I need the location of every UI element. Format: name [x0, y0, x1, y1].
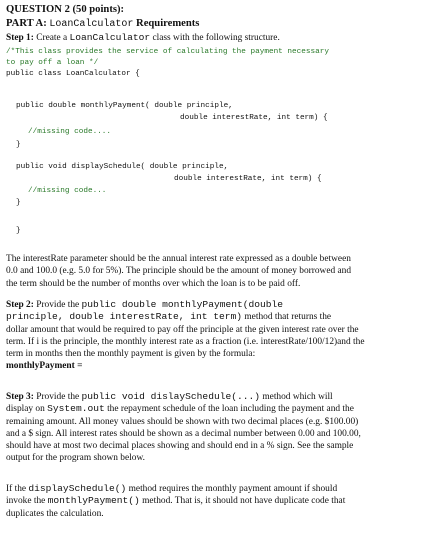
step3-paragraph: [6, 391, 438, 465]
interest-paragraph: [6, 253, 438, 290]
step3-text-1: Provide the: [33, 392, 82, 402]
step2-line-3: dollar amount that would be required to pay off the principle at the given interest rate over the: [6, 324, 359, 335]
code-method2-line1: public void displaySchedule( double principle,: [16, 163, 229, 171]
step2-line-4: term. If i is the principle, the monthly interest rate as a fraction (i.e. interestRate/100/12)and the: [6, 336, 365, 347]
interest-paragraph-line: the term should be the number of months over which the loan is to be paid off.: [6, 278, 301, 289]
code-method1-line2: double interestRate, int term) {: [180, 114, 328, 122]
step3-text-2: display on: [6, 404, 48, 415]
interest-paragraph-line: The interestRate parameter should be the annual interest rate expressed as a double between: [6, 254, 351, 264]
step3-line-4: and a $ sign. All interest rates should be shown as a decimal number between 0.00 and 100.00,: [6, 428, 361, 439]
part-code: LoanCalculator: [49, 19, 134, 30]
step2-text-1: Provide the: [33, 300, 82, 310]
step2-text-2: method that returns the: [242, 312, 332, 323]
interest-paragraph-line: 0.0 and 100.0 (e.g. 5.0 for 5%). The principle should be the amount of money borrowed and: [6, 266, 352, 277]
formula-label: monthlyPayment =: [6, 361, 83, 372]
invoke-line-1: [6, 483, 438, 495]
step3-tail-1: method which will: [260, 392, 333, 402]
part-suffix: Requirements: [133, 18, 200, 29]
step2-line-2: [6, 311, 438, 323]
code-close-3: }: [16, 227, 21, 235]
step3-line-2: [6, 403, 438, 415]
step2-code-1: public double monthlyPayment(double: [81, 299, 284, 310]
invoke-code-2: monthlyPayment(): [47, 495, 140, 507]
code-class-decl: public class LoanCalculator {: [6, 70, 140, 78]
step3-label: Step 3:: [6, 392, 34, 402]
step3-line-5: should have at most two decimal places showing and should end in a % sign. See the sample: [6, 441, 354, 452]
part-heading: [6, 18, 199, 30]
step1-label: Step 1:: [6, 33, 34, 43]
step2-code-2: principle, double interestRate, int term): [6, 311, 243, 323]
code-method1-line1: public double monthlyPayment( double principle,: [16, 102, 233, 110]
code-comment-2: to pay off a loan */: [6, 59, 99, 67]
step3-code-2: System.out: [47, 403, 105, 415]
code-missing-1: //missing code....: [28, 128, 112, 136]
step3-tail-2: the repayment schedule of the loan including the payment and the: [104, 404, 354, 415]
invoke-text-1: If the: [6, 484, 29, 494]
code-close-2: }: [16, 199, 21, 207]
invoke-line-3: duplicates the calculation.: [6, 508, 104, 519]
step2-label: Step 2:: [6, 300, 34, 310]
invoke-tail-1: method requires the monthly payment amount if should: [126, 484, 338, 494]
code-close-1: }: [16, 141, 21, 149]
invoke-line-2: [6, 495, 438, 507]
question-title: QUESTION 2 (50 points):: [6, 4, 125, 15]
step2-line-1: [6, 299, 438, 311]
part-label: PART A:: [6, 18, 50, 29]
step2-paragraph: [6, 299, 438, 373]
invoke-text-2: invoke the: [6, 496, 48, 507]
step3-line-3: remaining amount. All money values should be shown with two decimal places (e.g. $100.00): [6, 416, 359, 427]
step1-code: LoanCalculator: [69, 32, 151, 43]
step1-text-a: Create a: [33, 33, 70, 43]
code-missing-2: //missing code...: [28, 187, 107, 195]
step2-line-5: term in months then the monthly payment is given by the formula:: [6, 349, 256, 360]
invoke-code-1: displaySchedule(): [28, 483, 127, 494]
step1-line: [6, 32, 280, 43]
step3-line-1: [6, 391, 438, 403]
invoke-paragraph: [6, 483, 438, 520]
step3-code-1: public void dislaySchedule(...): [81, 391, 261, 402]
code-method2-line2: double interestRate, int term) {: [174, 175, 322, 183]
step1-text-b: class with the following structure.: [150, 33, 280, 43]
code-comment-1: /*This class provides the service of calculating the payment necessary: [6, 48, 329, 56]
step3-line-6: output for the program shown below.: [6, 453, 145, 464]
invoke-tail-2: method. That is, it should not have duplicate code that: [139, 496, 346, 507]
